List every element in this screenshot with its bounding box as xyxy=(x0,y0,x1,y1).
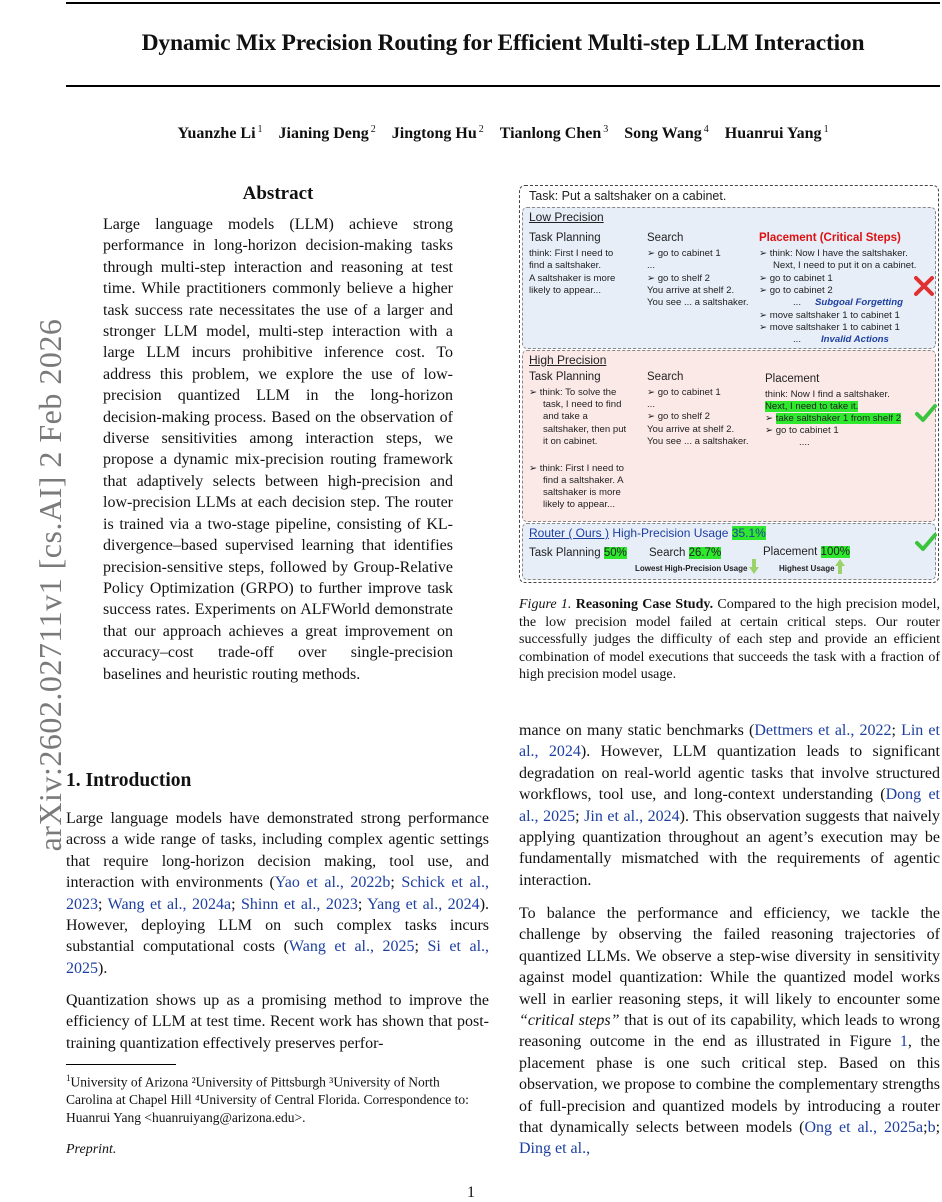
planning-line: saltshaker, then put xyxy=(543,424,627,435)
planning-line: think: First I need to xyxy=(529,248,614,259)
figure-1 xyxy=(519,185,939,583)
search-line: You see ... a saltshaker. xyxy=(647,436,749,447)
invalid-actions-label: Invalid Actions xyxy=(821,334,889,345)
citation-link[interactable]: Ong et al., 2025a xyxy=(804,1119,924,1137)
column-heading: Search xyxy=(647,232,684,244)
placement-line: ➢ go to cabinet 1 xyxy=(759,273,833,284)
citation-link[interactable]: Dong et al., 2025 xyxy=(519,786,940,825)
planning-line: and take a xyxy=(543,411,588,422)
author-list xyxy=(66,124,940,143)
placement-line: Next, I need to take it. xyxy=(765,401,859,412)
author: Song Wang $^4$ xyxy=(624,124,709,143)
search-line: You see ... a saltshaker. xyxy=(647,297,749,308)
author: Jingtong Hu $^2$ xyxy=(391,124,484,143)
planning-line: A saltshaker is more xyxy=(529,273,616,284)
citation-link[interactable]: Yang et al., 2024 xyxy=(367,895,480,913)
planning-line: find a saltshaker. xyxy=(529,260,601,271)
abstract-text: Large language models (LLM) achieve strong performance in long-horizon decision-making tasks through multi-step interaction and reasoning at test time. While practitioners commonly believe a higher task success rate necessitates the use of a larger and stronger LLM model, multi-step interaction with a large LLM incurs prohibitive inference cost. To address this problem, we explore the use of low-precision quantized LLM in the long-horizon decision-making process. Based on the observation of diverse sensitivities among interaction steps, we propose a dynamic mix-precision routing framework that adaptively selects between high-precision and low-precision LLMs at each decision step. The router is trained via a two-stage pipeline, consisting of KL-divergence–based supervised learning that identifies precision-sensitive steps, followed by Group-Relative Policy Optimization (GRPO) to further improve task success rates. Experiments on ALFWorld demonstrate that our approach achieves a great improvement on accuracy–cost trade-off over single-precision baselines and heuristic routing methods. xyxy=(103,216,453,683)
author: Huanrui Yang $^1$ xyxy=(724,124,829,143)
success-check-icon xyxy=(915,532,937,552)
column-heading-critical: Placement (Critical Steps) xyxy=(759,232,901,244)
panel-title: High Precision xyxy=(529,353,607,367)
citation-link[interactable]: Si et al., 2025 xyxy=(66,938,490,977)
placement-line: think: Now I find a saltshaker. xyxy=(765,389,890,400)
router-stat-placement: Placement 100% xyxy=(763,546,850,558)
router-panel xyxy=(522,523,936,580)
high-precision-panel xyxy=(522,350,936,522)
placement-line: ➢ go to cabinet 2 xyxy=(759,285,833,296)
planning-line: ➢ think: To solve the xyxy=(529,387,617,398)
search-line: ➢ go to cabinet 1 xyxy=(647,387,721,398)
arxiv-identifier: arXiv:2602.02711v1 [cs.AI] 2 Feb 2026 xyxy=(32,318,68,852)
planning-line: find a saltshaker. A xyxy=(543,475,624,486)
planning-line: task, I need to find xyxy=(543,399,622,410)
page-number: 1 xyxy=(467,1184,475,1201)
figure-1-caption: Figure 1. Reasoning Case Study. Compared to the high precision model, the low precision model failed at certain critical steps. Our router successfully judges the difficulty of each step and provide an efficient combination of model executions that succeeds the task with a fraction of high precision model usage. xyxy=(519,597,940,683)
author: Jianing Deng $^2$ xyxy=(278,124,376,143)
paper-title: Dynamic Mix Precision Routing for Efficient Multi-step LLM Interaction xyxy=(141,30,865,56)
planning-line: likely to appear... xyxy=(543,499,615,510)
arrow-up-icon xyxy=(835,558,845,574)
planning-line: likely to appear... xyxy=(529,285,601,296)
column-heading: Placement xyxy=(765,373,820,385)
success-check-icon xyxy=(915,403,937,423)
panel-title: Low Precision xyxy=(529,210,604,224)
footnote: $^1$University of Arizona ²University of Pittsburgh ³University of North Carolina at Chapel Hill ⁴University of Central Florida. Correspondence to: Huanrui Yang <huanruiyang@arizona.edu>. xyxy=(66,1073,469,1125)
citation-link[interactable]: Dettmers et al., 2022 xyxy=(754,722,892,739)
figure-ref-link[interactable]: 1 xyxy=(899,1033,908,1051)
citation-link[interactable]: Yao et al., 2022b xyxy=(274,874,391,892)
search-line: ➢ go to cabinet 1 xyxy=(647,248,721,259)
placement-line: Next, I need to put it on a cabinet. xyxy=(773,260,917,271)
subgoal-forgetting-label: Subgoal Forgetting xyxy=(815,297,903,308)
author: Tianlong Chen $^3$ xyxy=(499,124,609,143)
arrow-down-icon xyxy=(749,559,759,575)
fail-x-icon xyxy=(913,275,935,297)
search-line: ... xyxy=(647,399,655,410)
planning-line: it on cabinet. xyxy=(543,436,598,447)
search-line: ➢ go to shelf 2 xyxy=(647,411,710,422)
dots: ... xyxy=(793,297,801,308)
search-line: You arrive at shelf 2. xyxy=(647,285,735,296)
intro-heading: 1. Introduction xyxy=(66,770,192,791)
citation-link[interactable]: Shinn et al., 2023 xyxy=(241,895,358,913)
citation-link[interactable]: b xyxy=(927,1119,936,1137)
search-line: You arrive at shelf 2. xyxy=(647,424,735,435)
planning-line: ➢ think: First I need to xyxy=(529,463,624,474)
intro-paragraph-4: To balance the performance and efficiency, we tackle the challenge by observing the failed reasoning trajectories of quantized LLMs. We observe a step-wise diversity in sensitivity against model quantization: While the quantized model works well in earlier reasoning steps, it will likely to encounter some “critical steps” that is out of its capability, which leads to wrong reasoning outcome in the end as illustrated in Figure 1, the placement phase is one such critical step. Based on this observation, we propose to combine the complementary strengths of full-precision and quantized models by introducing a router that dynamically selects between models (Ong et al., 2025a;b; Ding et al., xyxy=(519,905,941,1158)
citation-link[interactable]: Wang et al., 2025 xyxy=(288,938,415,956)
column-heading: Search xyxy=(647,371,684,383)
citation-link[interactable]: Jin et al., 2024 xyxy=(584,807,680,825)
citation-link[interactable]: Schick et al., 2023 xyxy=(66,874,490,913)
footnote-rule xyxy=(66,1064,176,1065)
placement-line: ➢ move saltshaker 1 to cabinet 1 xyxy=(759,322,900,333)
citation-link[interactable]: Ding et al., xyxy=(519,1140,591,1158)
citation-link[interactable]: Lin et al., 2024 xyxy=(519,722,940,761)
low-precision-panel xyxy=(522,207,936,349)
figure-task-label: Task: Put a saltshaker on a cabinet. xyxy=(529,189,727,203)
placement-line: ➢ think: Now I have the saltshaker. xyxy=(759,248,908,259)
citation-link[interactable]: Wang et al., 2024a xyxy=(107,895,232,913)
router-title: Router ( Ours ) High-Precision Usage 35.1% xyxy=(529,526,766,540)
column-heading: Task Planning xyxy=(529,232,601,244)
intro-paragraph-1: Large language models have demonstrated strong performance across a wide range of tasks, including complex agentic settings that require long-horizon decision making, tool use, and interaction with environments (Yao et al., 2022b; Schick et al., 2023; Wang et al., 2024a; Shinn et al., 2023; Yang et al., 2024). However, deploying LLM on such complex tasks incurs substantial computational costs (Wang et al., 2025; Si et al., 2025). xyxy=(66,810,490,977)
dots: .... xyxy=(799,437,810,448)
dots: ... xyxy=(793,334,801,345)
author: Yuanzhe Li $^1$ xyxy=(177,124,263,143)
highest-usage-note: Highest Usage xyxy=(779,564,835,573)
intro-paragraph-3: mance on many static benchmarks (Dettmers et al., 2022; Lin et al., 2024). However, LLM quantization leads to significant degradation on real-world agentic tasks that involve structured workflows, tool use, and long-context understanding (Dong et al., 2025; Jin et al., 2024). This observation suggests that naively applying quantization throughout an agent’s execution may be fundamentally mismatched with the requirements of agentic interaction. xyxy=(519,722,940,889)
top-rule xyxy=(66,2,940,4)
router-stat-planning: Task Planning 50% xyxy=(529,547,627,559)
lowest-usage-note: Lowest High-Precision Usage xyxy=(635,564,748,573)
placement-line: ➢ go to cabinet 1 xyxy=(765,425,839,436)
preprint-label: Preprint. xyxy=(66,1142,117,1157)
title-rule xyxy=(66,85,940,87)
intro-paragraph-2: Quantization shows up as a promising method to improve the efficiency of LLM at test time. Recent work has shown that post-training quantization effectively preserves perfor- xyxy=(66,992,489,1052)
search-line: ➢ go to shelf 2 xyxy=(647,273,710,284)
column-heading: Task Planning xyxy=(529,371,601,383)
placement-line: ➢ take saltshaker 1 from shelf 2 xyxy=(765,413,902,424)
planning-line: saltshaker is more xyxy=(543,487,621,498)
router-stat-search: Search 26.7% xyxy=(649,547,722,559)
placement-line: ➢ move saltshaker 1 to cabinet 1 xyxy=(759,310,900,321)
abstract-heading: Abstract xyxy=(242,183,314,204)
search-line: ... xyxy=(647,260,655,271)
usage-badge: 35.1% xyxy=(731,526,766,540)
